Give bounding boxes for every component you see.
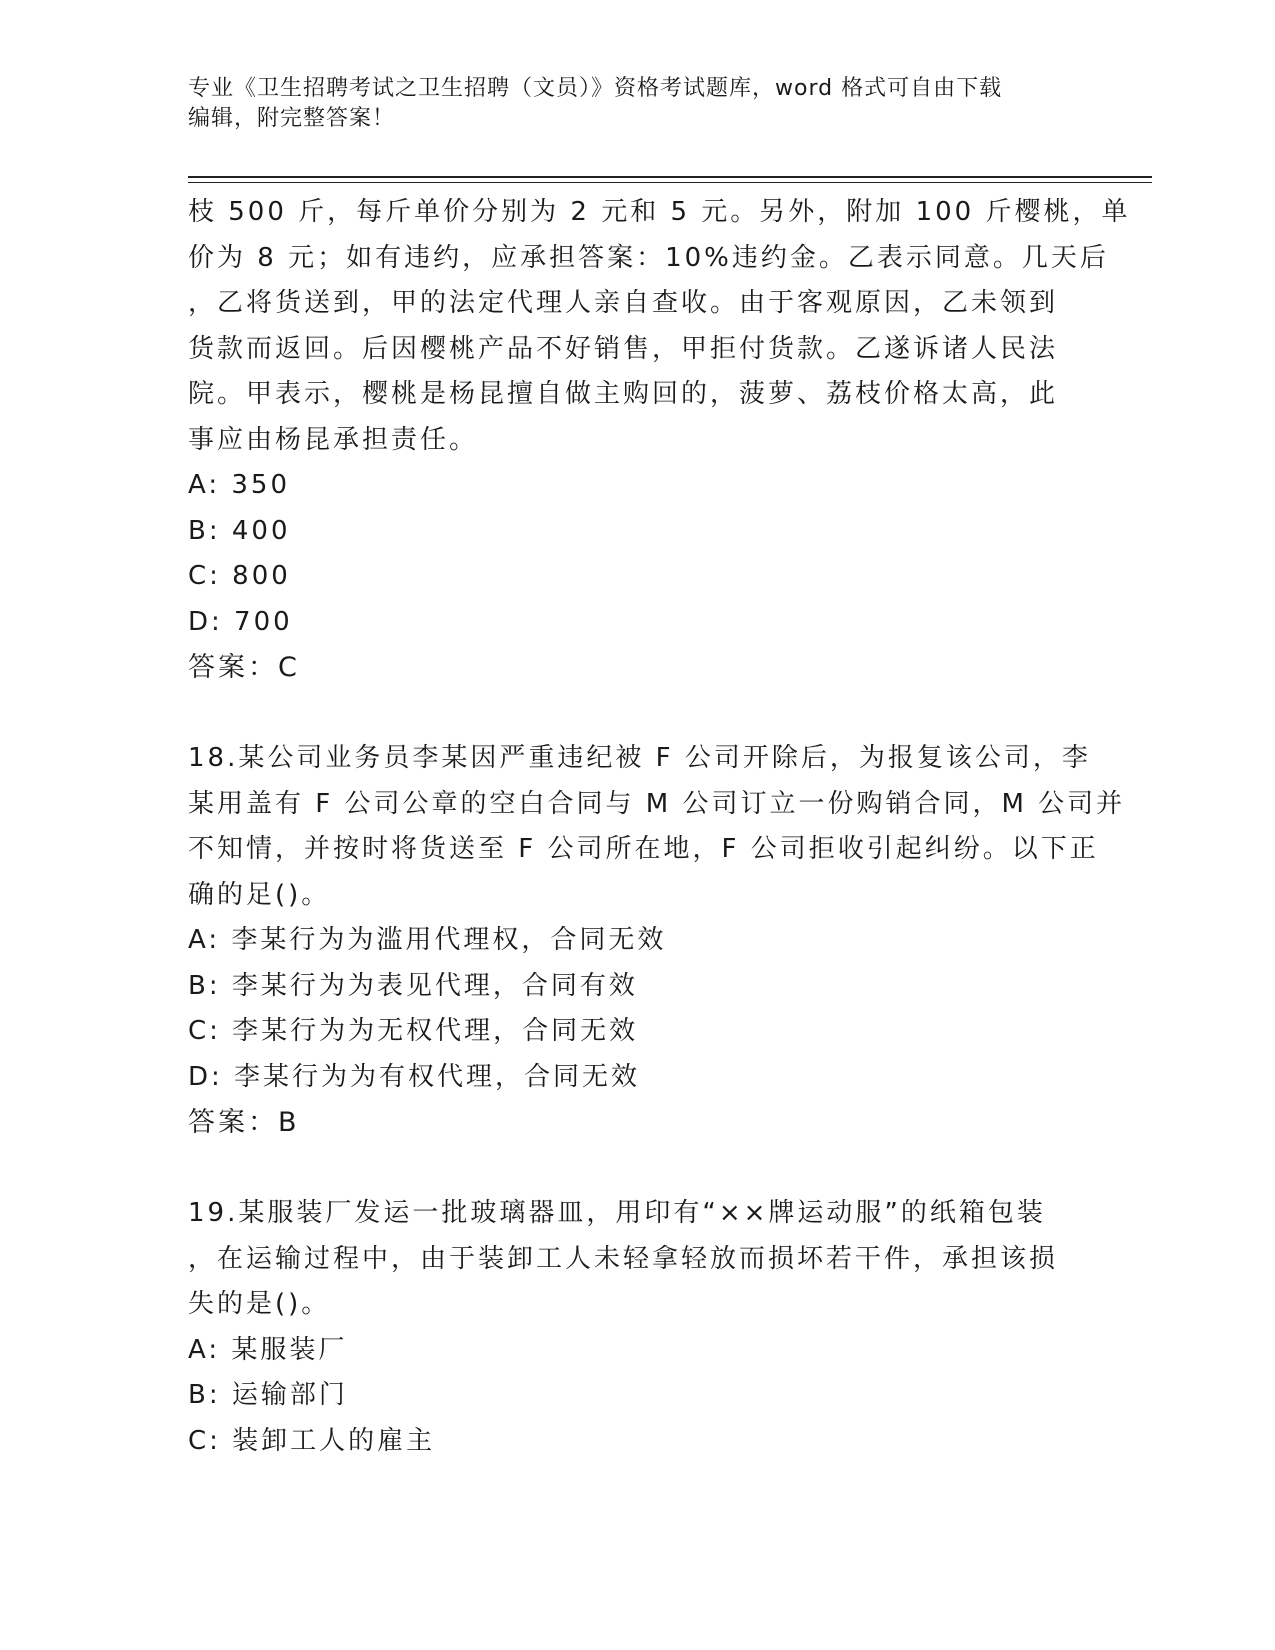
question-text-line: 价为 8 元；如有违约，应承担答案：10%违约金。乙表示同意。几天后	[188, 242, 1109, 273]
question-text-line: 事应由杨昆承担责任。	[188, 424, 479, 455]
header-line: 编辑，附完整答案！	[188, 106, 396, 131]
question-text-line: 不知情，并按时将货送至 F 公司所在地，F 公司拒收引起纠纷。以下正	[188, 834, 1099, 864]
question-text-line: 确的足()。	[188, 879, 331, 910]
question-text-line: 失的是()。	[188, 1289, 331, 1319]
document-header	[188, 74, 1088, 134]
question-17	[188, 190, 1131, 691]
header-line: 专业《卫生招聘考试之卫生招聘（文员）》资格考试题库，word 格式可自由下载	[188, 76, 1003, 101]
question-text-line: ，乙将货送到，甲的法定代理人亲自查收。由于客观原因，乙未领到	[188, 288, 1059, 318]
option-a: A: 某服装厂	[188, 1334, 348, 1365]
option-c: C: 装卸工人的雇主	[188, 1425, 436, 1456]
option-c: C: 李某行为为无权代理，合同无效	[188, 1016, 639, 1046]
question-text-line: 枝 500 斤，每斤单价分别为 2 元和 5 元。另外，附加 100 斤樱桃，单	[188, 197, 1131, 227]
answer: 答案：B	[188, 1107, 300, 1138]
question-text-line: 18.某公司业务员李某因严重违纪被 F 公司开除后，为报复该公司，李	[188, 743, 1091, 773]
option-a: A: 350	[188, 470, 290, 500]
header-divider-thin	[188, 182, 1152, 183]
question-text-line: 院。甲表示，樱桃是杨昆擅自做主购回的，菠萝、荔枝价格太高，此	[188, 379, 1059, 409]
spacer	[188, 1146, 1088, 1192]
option-d: D: 700	[188, 606, 293, 637]
header-divider	[188, 176, 1152, 178]
option-b: B: 400	[188, 515, 291, 546]
question-18	[188, 736, 1126, 1146]
option-d: D: 李某行为为有权代理，合同无效	[188, 1061, 641, 1092]
question-19	[188, 1191, 1088, 1464]
answer: 答案：C	[188, 652, 300, 683]
spacer	[188, 691, 1088, 737]
option-b: B: 运输部门	[188, 1380, 348, 1410]
option-a: A: 李某行为为滥用代理权，合同无效	[188, 925, 667, 955]
question-text-line: ，在运输过程中，由于装卸工人未轻拿轻放而损坏若干件，承担该损	[188, 1243, 1059, 1274]
option-b: B: 李某行为为表见代理，合同有效	[188, 970, 638, 1001]
question-text-line: 19.某服装厂发运一批玻璃器皿，用印有“××牌运动服”的纸箱包装	[188, 1198, 1046, 1228]
option-c: C: 800	[188, 561, 291, 591]
question-text-line: 货款而返回。后因樱桃产品不好销售，甲拒付货款。乙遂诉诸人民法	[188, 333, 1059, 364]
document-body	[188, 190, 1131, 1464]
question-text-line: 某用盖有 F 公司公章的空白合同与 M 公司订立一份购销合同，M 公司并	[188, 788, 1126, 819]
